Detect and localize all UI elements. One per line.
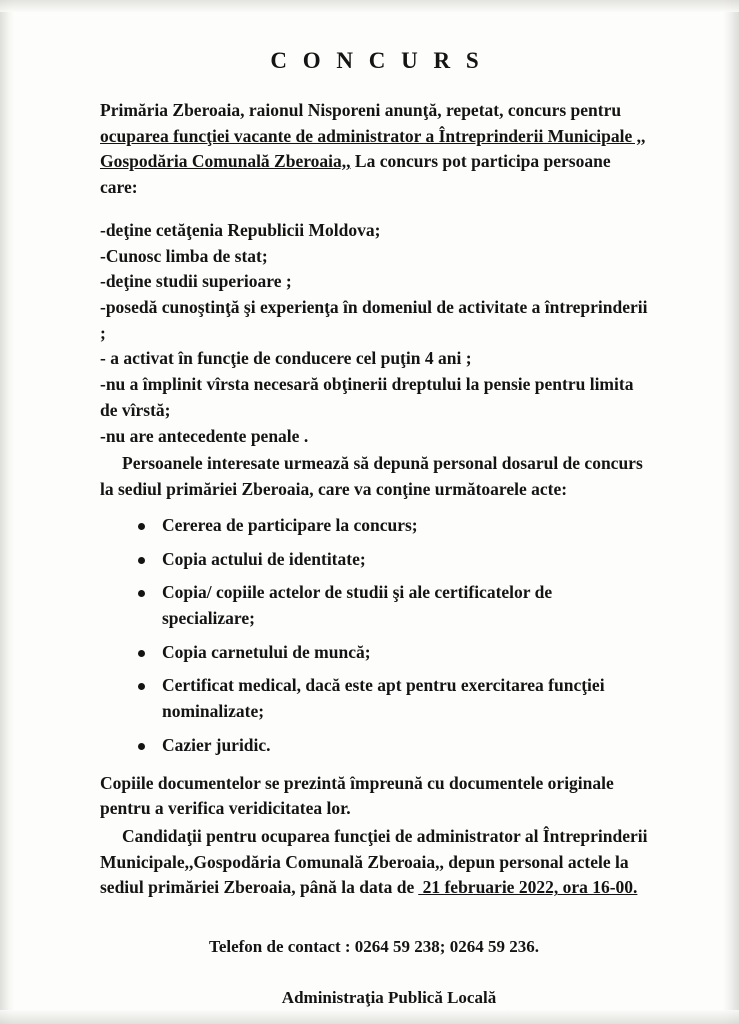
document-body: [100, 48, 648, 1011]
list-item: Certificat medical, dacă este apt pentru exercitarea funcţiei nominalizate;: [136, 673, 648, 724]
page-edge-shadow-left: [0, 0, 14, 1024]
list-item: Copia carnetului de muncă;: [136, 640, 648, 666]
contact-line: Telefon de contact : 0264 59 238; 0264 59 236.: [209, 937, 539, 957]
page-edge-shadow-right: [723, 0, 739, 1024]
required-documents-list: [100, 513, 648, 759]
deadline-text: 21 februarie 2022, ora 16-00.: [418, 877, 638, 898]
closing-submission-text: Candidaţii pentru ocuparea funcţiei de administrator al Întreprinderii Municipale,,Gospodăria Comunală Zberoaia,, depun personal actele la sediul primăriei Zberoaia, până la data de: [100, 825, 648, 898]
list-item: Cazier juridic.: [136, 733, 648, 759]
requirements-list: [100, 218, 648, 449]
dossier-intro-paragraph: Persoanele interesate urmează să depună personal dosarul de concurs la sediul primăriei Zberoaia, care va conţine următoarele acte:: [100, 453, 643, 500]
intro-paragraph: [100, 98, 648, 201]
closing-paragraph-copies: Copiile documentelor se prezintă împreună cu documentele originale pentru a verifica veridicitatea lor.: [100, 772, 614, 819]
signature-line: Administraţia Publică Locală: [281, 988, 497, 1008]
intro-part1: Primăria Zberoaia, raionul Nisporeni anunţă, repetat, concurs pentru: [100, 100, 622, 120]
intro-underlined-clause: ocuparea funcţiei vacante de administrator a Întreprinderii Municipale ,, Gospodăria Comunală Zberoaia,,: [100, 125, 646, 172]
requirement-line: -Cunosc limba de stat;: [100, 245, 268, 266]
intro-part2: La concurs pot participa persoane care:: [100, 151, 611, 198]
requirement-line: -nu are antecedente penale .: [100, 425, 309, 446]
requirement-line: -nu a împlinit vîrsta necesară obţinerii dreptului la pensie pentru limita de vîrstă;: [100, 374, 634, 420]
page-edge-shadow-bottom: [0, 1010, 739, 1024]
requirement-line: - a activat în funcţie de conducere cel puţin 4 ani ;: [100, 348, 472, 369]
page-title: C O N C U R S: [270, 48, 484, 73]
closing-paragraph-submission: [100, 824, 648, 901]
list-item: Copia actului de identitate;: [136, 547, 648, 573]
requirement-line: -deţine studii superioare ;: [100, 271, 292, 292]
requirement-line: -posedă cunoştinţă şi experienţa în domeniul de activitate a întreprinderii ;: [100, 297, 648, 343]
list-item: Cererea de participare la concurs;: [136, 513, 648, 539]
requirement-line: -deţine cetăţenia Republicii Moldova;: [100, 219, 381, 240]
list-item: Copia/ copiile actelor de studii şi ale certificatelor de specializare;: [136, 580, 648, 631]
page-edge-shadow-top: [0, 0, 739, 12]
